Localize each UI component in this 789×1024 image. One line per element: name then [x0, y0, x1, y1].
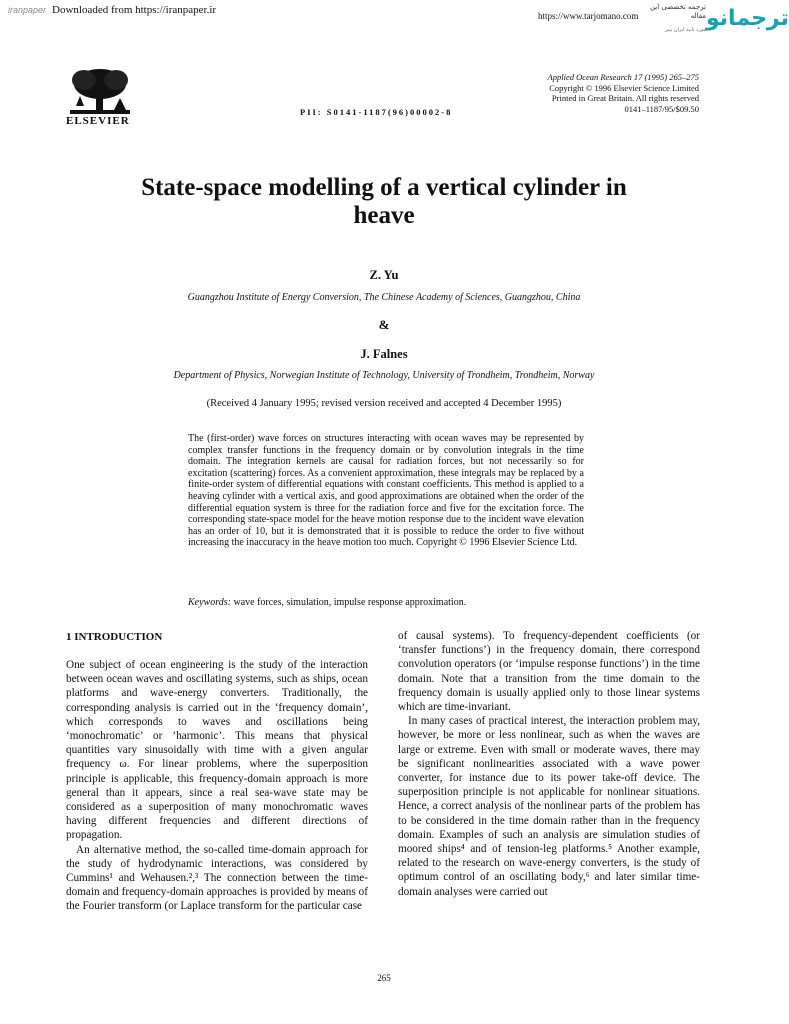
author-1: Z. Yu [369, 268, 399, 282]
section-heading: 1 INTRODUCTION [66, 631, 163, 643]
keywords-text: wave forces, simulation, impulse response approximation. [233, 597, 467, 608]
title-line-1: State-space modelling of a vertical cylinder in [141, 174, 627, 201]
author-2: J. Falnes [360, 347, 408, 361]
affiliation-2: Department of Physics, Norwegian Institute of Technology, University of Trondheim, Trondheim, Norway [173, 370, 595, 381]
affiliation-1: Guangzhou Institute of Energy Conversion, The Chinese Academy of Sciences, Guangzhou, China [187, 292, 581, 303]
tarjomano-url[interactable]: https://www.tarjomano.com [538, 11, 639, 21]
journal-citation: Applied Ocean Research 17 (1995) 265–275 [547, 72, 699, 82]
tarjomano-line1: ترجمه تخصصی این مقاله [649, 3, 706, 20]
author-separator: & [378, 317, 390, 332]
iranpaper-logo: iranpaper [8, 5, 47, 15]
journal-info [480, 72, 699, 114]
keywords [188, 597, 584, 608]
publisher-name: ELSEVIER [66, 115, 130, 127]
keywords-label: Keywords: [188, 597, 231, 608]
tarjomano-logo[interactable]: ترجمانو [706, 6, 789, 31]
paragraph: An alternative method, the so-called time-domain approach for the study of hydrodynamic interactions, was considered by Cummins¹ and Wehausen.²,³ The connection between the time-domain and frequency-domain approaches is provided by means of the Fourier transform (or Laplace transform for the particular case [66, 843, 368, 913]
received-dates: (Received 4 January 1995; revised version received and accepted 4 December 1995) [206, 398, 562, 409]
title-line-2: heave [353, 202, 415, 229]
tarjomano-text [640, 3, 706, 34]
journal-printed: Printed in Great Britain. All rights reserved [551, 93, 699, 103]
paper-title [60, 174, 708, 230]
journal-copyright: Copyright © 1996 Elsevier Science Limited [549, 82, 699, 93]
left-column [66, 658, 368, 914]
paragraph: One subject of ocean engineering is the study of the interaction between ocean waves and oscillating systems, such as ships, ocean platforms and wave-energy converters. Traditionally, the corresponding analysis is carried out in the ‘frequency domain’, which corresponds to waves and oscillations being ‘monochromatic’ or ‘harmonic’. This means that physical quantities vary sinusoidally with time with a given angular frequency ω. For linear problems, where the superposition principle is applicable, this frequency-domain approach is more general than it appears, since a real sea-wave state may be considered as a superposition of many monochromatic waves having different frequencies and different directions of propagation. [66, 659, 368, 842]
journal-issn: 0141–1187/95/$09.50 [624, 103, 699, 114]
download-source-link[interactable]: Downloaded from https://iranpaper.ir [52, 4, 217, 16]
paragraph: In many cases of practical interest, the interaction problem may, however, be more or less nonlinear, such as when the waves are large or extreme. Even with small or moderate waves, there may be significant nonlinearities associated with a wave power converter, for instance due to its power take-off device. The superposition principle is not applicable for nonlinear situations. Hence, a correct analysis of the nonlinear parts of the problem has to be considered in the time domain rather than in the frequency domain. Examples of such an analysis are simulation studies of moored ships⁴ and of tension-leg platforms.⁵ Another example, related to the research on wave-energy converters, is the study of optimum control of an oscillating body,⁶ and later similar time-domain analyses were carried out [398, 715, 700, 898]
tarjomano-line2: مورد تایید ایران پیپر [665, 27, 706, 33]
page-number: 265 [377, 973, 391, 983]
elsevier-tree-logo-icon [66, 66, 134, 116]
download-banner [8, 4, 216, 16]
right-column [398, 629, 700, 899]
pii-code: PII: S0141-1187(96)00002-8 [300, 107, 453, 117]
abstract: The (first-order) wave forces on structures interacting with ocean waves may be represented by complex transfer functions in the frequency domain or by convolution integrals in the time domain. The integration kernels are causal for radiation forces, but not necessarily so for excitation (scattering) forces. As a convenient approximation, these integrals may be replaced by a finite-order system of differential equations with constant coefficients. This method is applied to a heaving cylinder with a vertical axis, and good approximations are obtained when the order of the differential equation system is three for the radiation force and five for the excitation force. The corresponding state-space model for the heave motion response due to the incident wave elevation has an order of 10, but it is demonstrated that it is possible to reduce the order to five without increasing the inaccuracy in the heave motion too much. Copyright © 1996 Elsevier Science Ltd. [188, 433, 584, 549]
paragraph: of causal systems). To frequency-dependent coefficients (or ‘transfer functions’) in the frequency domain, there correspond convolution operators (or ‘impulse response functions’) in the time domain. Note that a transition from the time domain to the frequency domain is usually applied only to those linear systems which are time-invariant. [398, 630, 700, 714]
